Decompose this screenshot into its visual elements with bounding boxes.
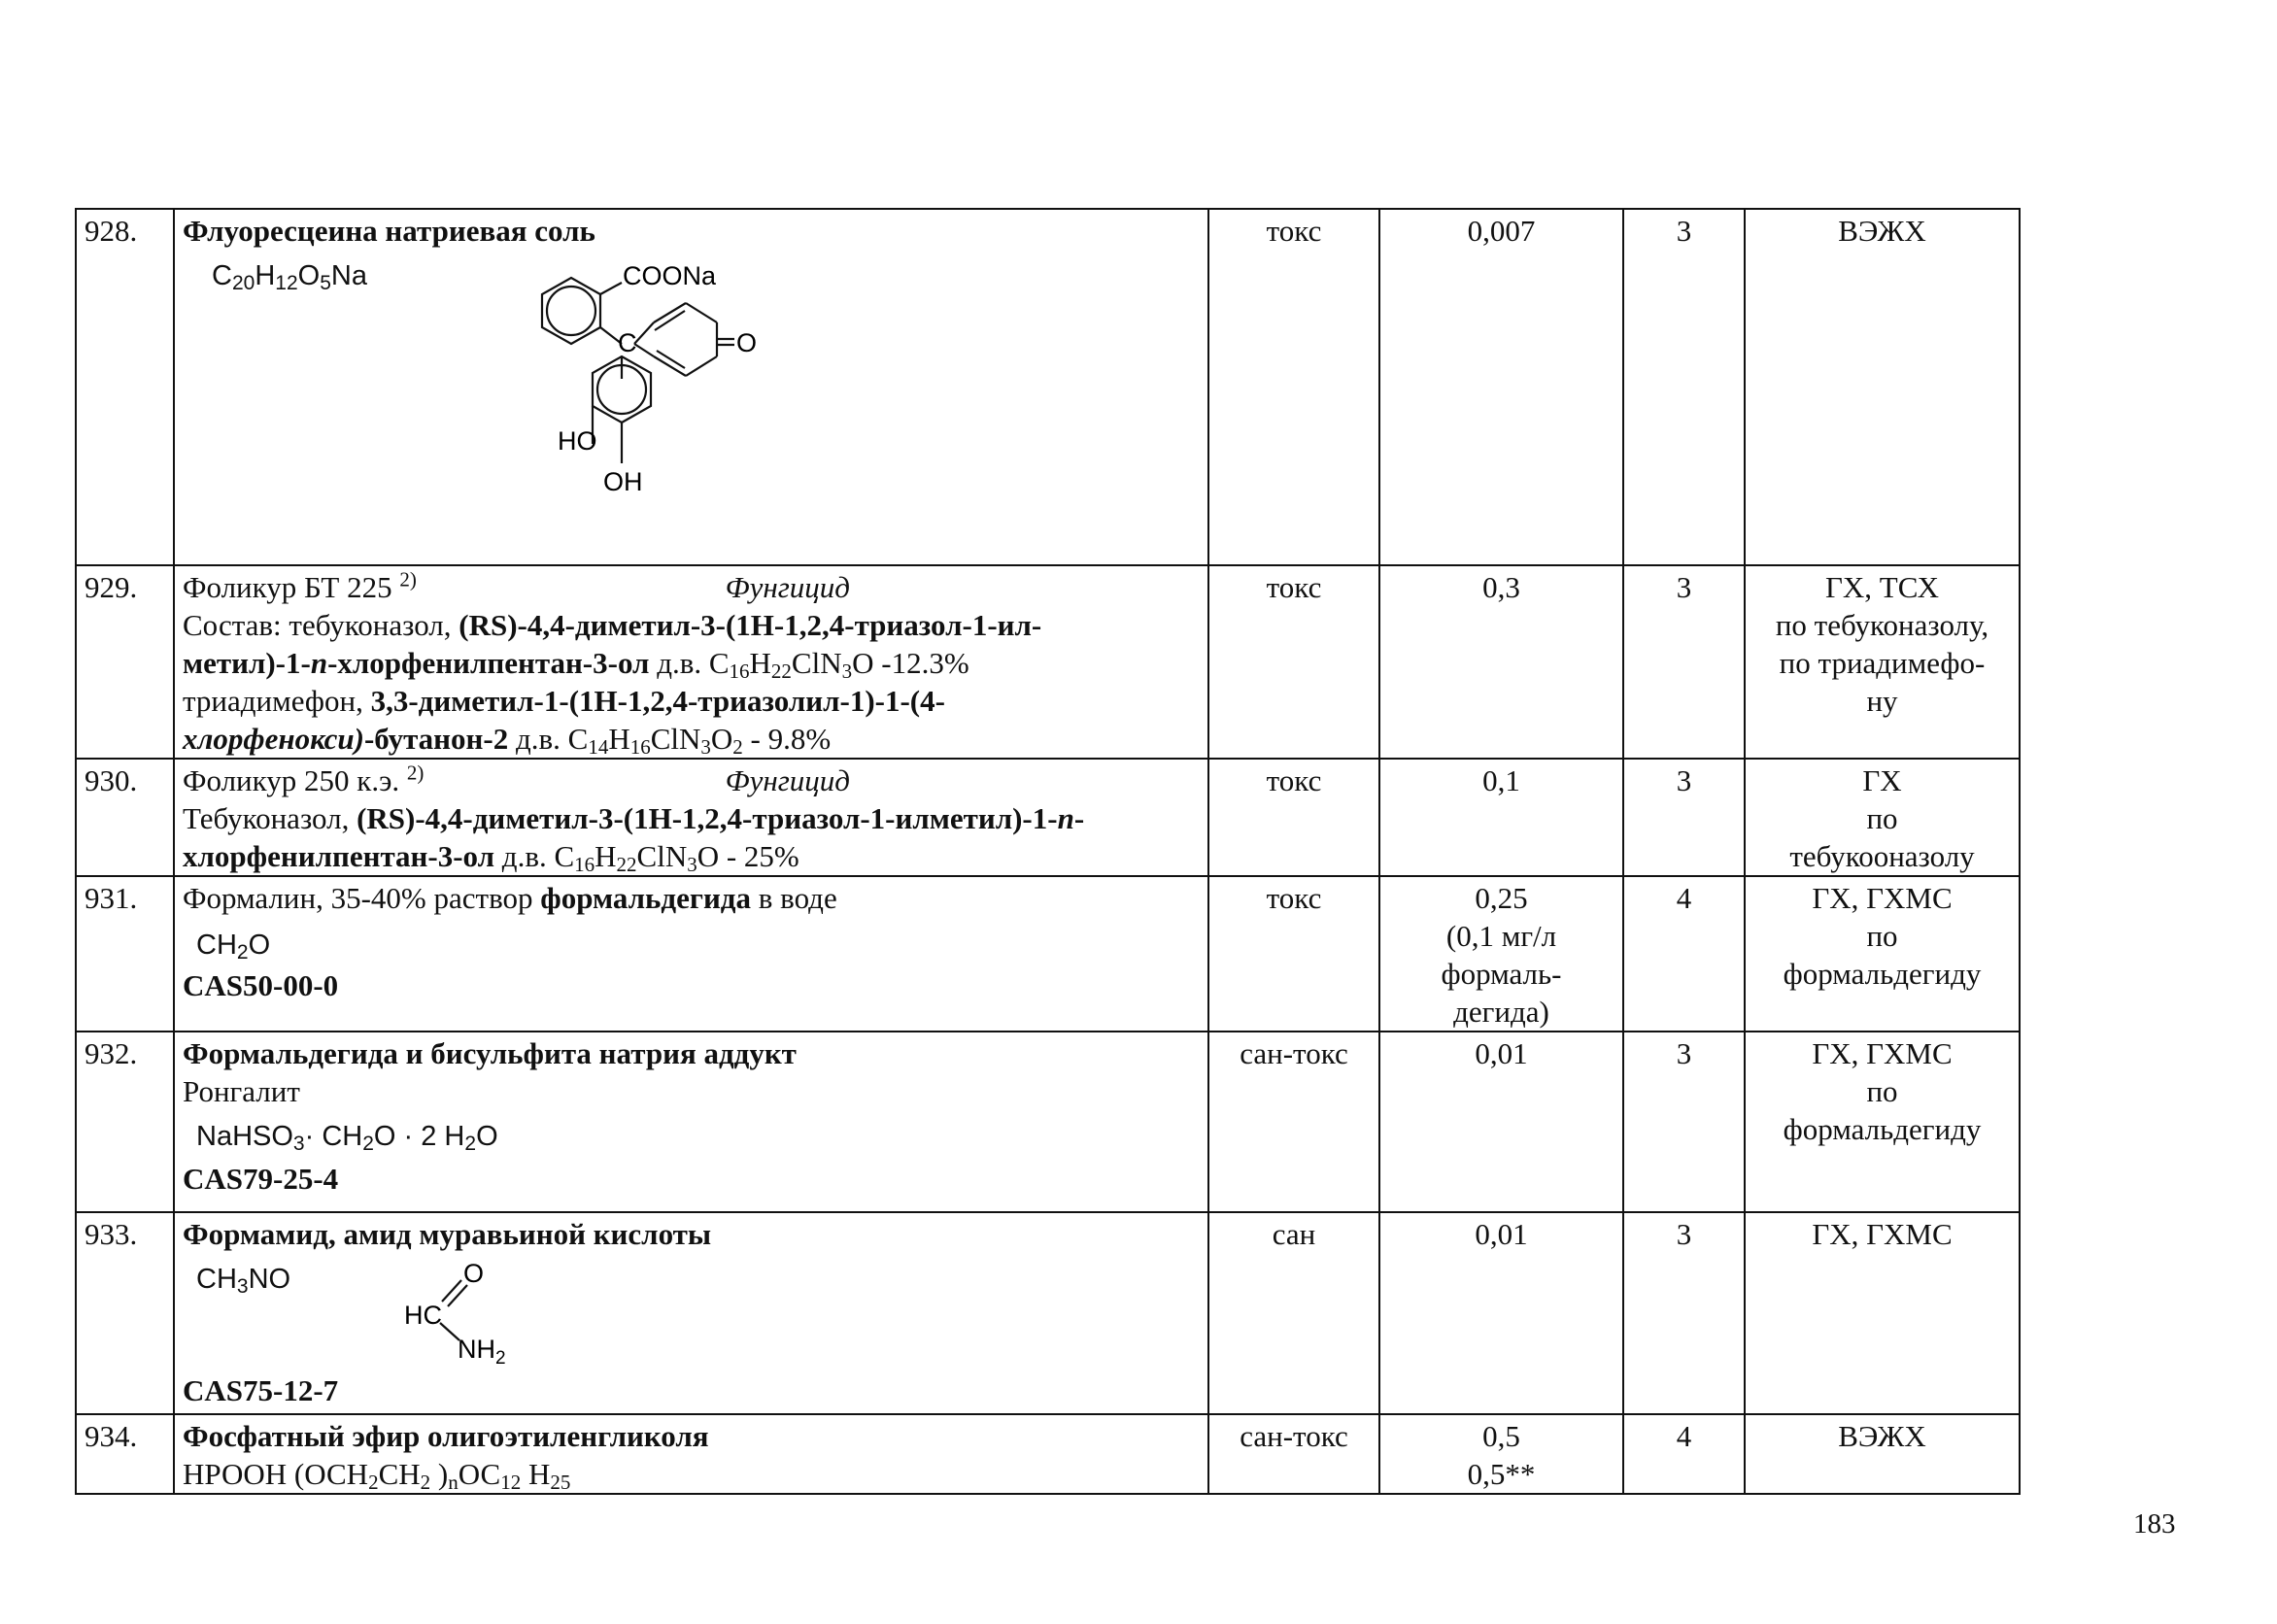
substance-name: Формалин, 35-40% раствор формальдегида в воде xyxy=(183,881,837,915)
toxicity-sign: сан-токс xyxy=(1208,1414,1379,1494)
substance-title-line xyxy=(183,761,1200,799)
concentration-value: 0,25 (0,1 мг/л формаль- дегида) xyxy=(1379,876,1623,1032)
row-number: 934. xyxy=(76,1414,174,1494)
hazard-class: 4 xyxy=(1623,876,1745,1032)
substance-structure xyxy=(183,250,1200,562)
page-number: 183 xyxy=(2133,1508,2176,1539)
row-number: 930. xyxy=(76,759,174,876)
table-row-931 xyxy=(76,876,2020,1032)
substance-cell xyxy=(174,1414,1208,1494)
analysis-method: ГХ, ТСХ по тебуконазолу, по триадимефо- ну xyxy=(1745,565,2020,759)
concentration-value: 0,5 0,5** xyxy=(1379,1414,1623,1494)
substance-cell xyxy=(174,759,1208,876)
substance-cell xyxy=(174,565,1208,759)
substance-title-line xyxy=(183,568,1200,606)
cas-number: CAS75-12-7 xyxy=(183,1373,339,1407)
hydroxyl-label-top: HO xyxy=(558,426,597,456)
hazard-class: 3 xyxy=(1623,1212,1745,1414)
substance-category: Фунгицид xyxy=(725,763,850,797)
analysis-method: ВЭЖХ xyxy=(1745,209,2020,565)
toxicity-sign: токс xyxy=(1208,876,1379,1032)
hc-label: HC xyxy=(404,1301,442,1330)
substance-cell xyxy=(174,876,1208,1032)
analysis-method: ГХ, ГХМС по формальдегиду xyxy=(1745,1032,2020,1212)
composition-line-1: Состав: тебуконазол, (RS)-4,4-диметил-3-(1Н-1,2,4-триазол-1-ил- xyxy=(183,608,1042,642)
concentration-value: 0,01 xyxy=(1379,1032,1623,1212)
analysis-method: ГХ, ГХМС по формальдегиду xyxy=(1745,876,2020,1032)
substance-cell xyxy=(174,1212,1208,1414)
concentration-value: 0,01 xyxy=(1379,1212,1623,1414)
analysis-method: ВЭЖХ xyxy=(1745,1414,2020,1494)
substance-name: Формальдегида и бисульфита натрия аддукт xyxy=(183,1036,797,1070)
substance-name: Фоликур 250 к.э. xyxy=(183,763,400,797)
hazard-class: 4 xyxy=(1623,1414,1745,1494)
cas-number: CAS79-25-4 xyxy=(183,1162,339,1196)
toxicity-sign: сан-токс xyxy=(1208,1032,1379,1212)
concentration-value: 0,1 xyxy=(1379,759,1623,876)
substance-name: Фосфатный эфир олигоэтиленгликоля xyxy=(183,1419,709,1453)
row-number: 928. xyxy=(76,209,174,565)
hazard-class: 3 xyxy=(1623,759,1745,876)
substance-name: Формамид, амид муравьиной кислоты xyxy=(183,1217,712,1251)
substance-alias: Ронгалит xyxy=(183,1074,300,1108)
table-row-934 xyxy=(76,1414,2020,1494)
cas-number: CAS50-00-0 xyxy=(183,968,339,1002)
substance-cell xyxy=(174,209,1208,565)
row-number: 933. xyxy=(76,1212,174,1414)
molecular-formula: $C_{20}H_{12}O_5Na$ xyxy=(212,260,367,294)
toxicity-sign: токс xyxy=(1208,209,1379,565)
coona-label: COONa xyxy=(623,261,717,290)
substances-table xyxy=(75,208,2021,1495)
table-row-928 xyxy=(76,209,2020,565)
composition-line-3: триадимефон, 3,3-диметил-1-(1Н-1,2,4-триазолил-1)-1-(4- xyxy=(183,684,945,718)
row-number: 932. xyxy=(76,1032,174,1212)
carbon-label: C xyxy=(618,328,637,357)
fluorescein-structure-diagram xyxy=(474,250,804,562)
substance-structure xyxy=(183,1253,1200,1371)
toxicity-sign: сан xyxy=(1208,1212,1379,1414)
table-row-932 xyxy=(76,1032,2020,1212)
composition-line-1: Тебуконазол, (RS)-4,4-диметил-3-(1Н-1,2,4-триазол-1-илметил)-1-п- xyxy=(183,801,1085,835)
composition-line-2: метил)-1-п-хлорфенилпентан-3-ол д.в. $С_{16}Н_{22}ClN_3О$ -12.3% xyxy=(183,646,969,683)
analysis-method: ГХ, ГХМС xyxy=(1745,1212,2020,1414)
molecular-formula: НРООН ($ОСН_2СН_2$ )$_nОС_{12}$ $Н_{25}$ xyxy=(183,1457,571,1494)
formamide-structure-diagram xyxy=(382,1253,576,1371)
oxygen-label: O xyxy=(736,328,758,357)
row-number: 931. xyxy=(76,876,174,1032)
oxygen-label: O xyxy=(463,1259,485,1288)
substance-category: Фунгицид xyxy=(725,570,850,604)
substance-name: Фоликур БТ 225 xyxy=(183,570,392,604)
footnote-mark: 2) xyxy=(399,567,417,592)
composition-line-4: хлорфенокси)-бутанон-2 д.в. $С_{14}Н_{16}ClN_3О_2 - 9.8\%$ xyxy=(183,722,832,759)
toxicity-sign: токс xyxy=(1208,565,1379,759)
concentration-value: 0,3 xyxy=(1379,565,1623,759)
hazard-class: 3 xyxy=(1623,565,1745,759)
substance-cell xyxy=(174,1032,1208,1212)
molecular-formula: $CH_2O$ xyxy=(196,930,271,964)
molecular-formula: NaHSO$_3$· $CH_2O \cdot 2$ $H_2O$ xyxy=(196,1121,498,1155)
table-row-930 xyxy=(76,759,2020,876)
concentration-value: 0,007 xyxy=(1379,209,1623,565)
hazard-class: 3 xyxy=(1623,1032,1745,1212)
toxicity-sign: токс xyxy=(1208,759,1379,876)
nh2-label: $NH_2$ xyxy=(458,1335,506,1369)
analysis-method: ГХ по тебукооназолу xyxy=(1745,759,2020,876)
table-row-929 xyxy=(76,565,2020,759)
row-number: 929. xyxy=(76,565,174,759)
composition-line-2: хлорфенилпентан-3-ол д.в. $С_{16}Н_{22}ClN_3О - 25\%$ xyxy=(183,839,799,876)
molecular-formula: $CH_3NO$ xyxy=(196,1264,291,1298)
footnote-mark: 2) xyxy=(406,761,425,785)
hazard-class: 3 xyxy=(1623,209,1745,565)
substance-name: Флуоресцеина натриевая соль xyxy=(183,214,595,248)
table-row-933 xyxy=(76,1212,2020,1414)
hydroxyl-label-bottom: OH xyxy=(603,467,643,496)
